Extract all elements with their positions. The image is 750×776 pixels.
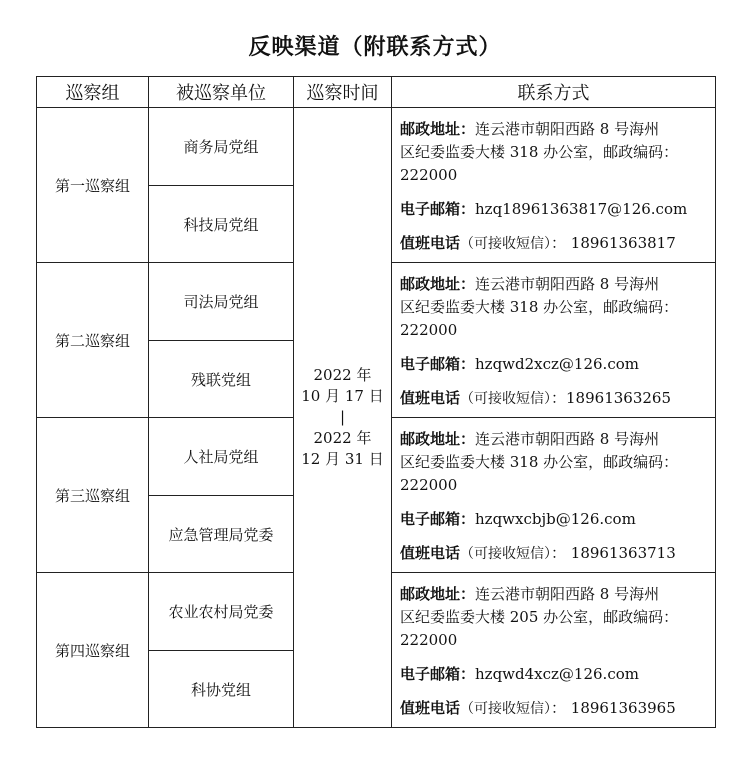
sms-note: （可接收短信）	[460, 391, 552, 407]
phone-label: 值班电话	[400, 234, 461, 252]
sms-note: （可接收短信）	[460, 236, 552, 252]
address-label: 邮政地址：	[400, 275, 476, 293]
inspection-time	[294, 108, 392, 728]
email-line	[400, 198, 707, 221]
phone-value: ： 18961363713	[551, 544, 676, 562]
address-line	[400, 428, 707, 451]
phone-line	[400, 697, 707, 721]
address-text: 连云港市朝阳西路 8 号海州	[475, 275, 660, 293]
email-value: hzqwxcbjb@126.com	[475, 510, 636, 528]
header-contact: 联系方式	[392, 77, 716, 108]
inspection-table	[36, 76, 716, 728]
time-end-date: 12 月 31 日	[301, 450, 384, 468]
phone-value: ： 18961363965	[551, 699, 676, 717]
email-label: 电子邮箱：	[400, 665, 476, 683]
address-line	[400, 118, 707, 141]
address-line	[400, 273, 707, 296]
address-label: 邮政地址：	[400, 585, 476, 603]
phone-label: 值班电话	[400, 389, 461, 407]
group-name: 第四巡察组	[37, 573, 149, 728]
email-value: hzqwd4xcz@126.com	[475, 665, 639, 683]
address-text: 连云港市朝阳西路 8 号海州	[475, 585, 660, 603]
contact-cell	[392, 263, 716, 418]
phone-value: ：18961363265	[551, 389, 671, 407]
email-line	[400, 663, 707, 686]
phone-line	[400, 387, 707, 411]
email-line	[400, 353, 707, 376]
group-name: 第一巡察组	[37, 108, 149, 263]
address-line	[400, 583, 707, 606]
email-label: 电子邮箱：	[400, 510, 476, 528]
unit-cell: 人社局党组	[149, 418, 294, 496]
address-label: 邮政地址：	[400, 430, 476, 448]
address-line-2: 区纪委监委大楼 318 办公室，邮政编码：	[400, 453, 679, 471]
address-text: 连云港市朝阳西路 8 号海州	[475, 430, 660, 448]
phone-label: 值班电话	[400, 544, 461, 562]
page-title: 反映渠道（附联系方式）	[248, 35, 502, 60]
sms-note: （可接收短信）	[460, 546, 552, 562]
postcode: 222000	[400, 631, 458, 649]
unit-cell: 司法局党组	[149, 263, 294, 341]
unit-cell: 商务局党组	[149, 108, 294, 186]
postcode: 222000	[400, 476, 458, 494]
unit-cell: 科技局党组	[149, 186, 294, 263]
phone-line	[400, 542, 707, 566]
phone-label: 值班电话	[400, 699, 461, 717]
address-label: 邮政地址：	[400, 120, 476, 138]
email-label: 电子邮箱：	[400, 200, 476, 218]
group-name: 第三巡察组	[37, 418, 149, 573]
postcode: 222000	[400, 321, 458, 339]
header-unit: 被巡察单位	[149, 77, 294, 108]
time-separator: |	[339, 408, 346, 426]
contact-cell	[392, 573, 716, 728]
time-start-year: 2022 年	[313, 366, 372, 384]
table-header-row	[37, 77, 716, 108]
time-end-year: 2022 年	[313, 429, 372, 447]
contact-cell	[392, 108, 716, 263]
contact-cell	[392, 418, 716, 573]
unit-cell: 残联党组	[149, 341, 294, 418]
sms-note: （可接收短信）	[460, 701, 552, 717]
address-line-2: 区纪委监委大楼 205 办公室，邮政编码：	[400, 608, 679, 626]
email-value: hzq18961363817@126.com	[475, 200, 688, 218]
table-row	[37, 108, 716, 186]
email-line	[400, 508, 707, 531]
unit-cell: 应急管理局党委	[149, 496, 294, 573]
address-text: 连云港市朝阳西路 8 号海州	[475, 120, 660, 138]
header-time: 巡察时间	[294, 77, 392, 108]
phone-value: ： 18961363817	[551, 234, 676, 252]
unit-cell: 科协党组	[149, 651, 294, 728]
email-label: 电子邮箱：	[400, 355, 476, 373]
address-line-2: 区纪委监委大楼 318 办公室，邮政编码：	[400, 143, 679, 161]
postcode: 222000	[400, 166, 458, 184]
phone-line	[400, 232, 707, 256]
group-name: 第二巡察组	[37, 263, 149, 418]
email-value: hzqwd2xcz@126.com	[475, 355, 639, 373]
header-group: 巡察组	[37, 77, 149, 108]
address-line-2: 区纪委监委大楼 318 办公室，邮政编码：	[400, 298, 679, 316]
time-start-date: 10 月 17 日	[301, 387, 384, 405]
unit-cell: 农业农村局党委	[149, 573, 294, 651]
